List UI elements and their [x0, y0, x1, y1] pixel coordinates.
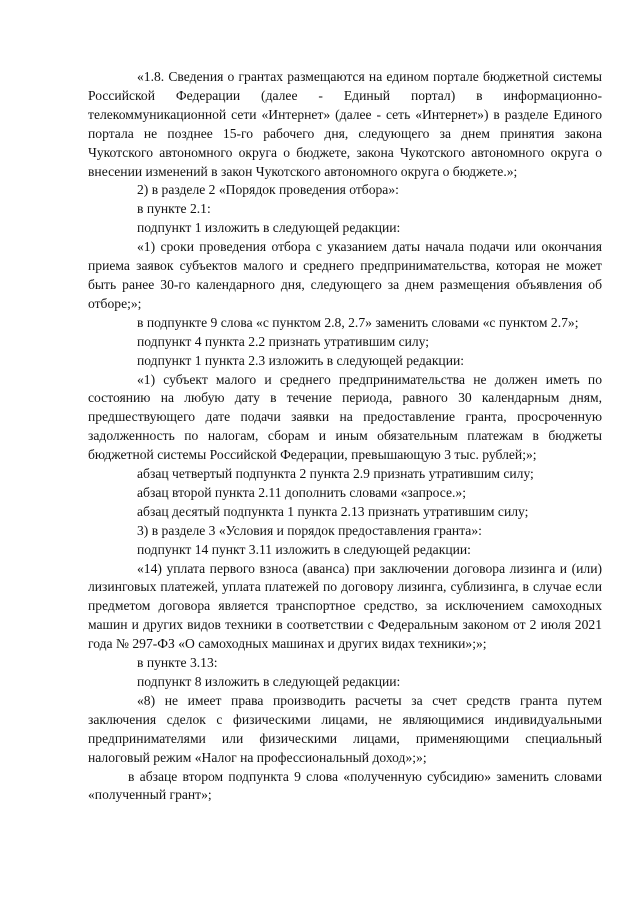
paragraph-1-8: «1.8. Сведения о грантах размещаются на едином портале бюджетной системы Российской Федерации (далее - Единый портал) в информационно-телекоммуникационной сети «Интернет» (далее - сеть «Интернет») в разделе Единого портала не позднее 15-го рабочего дня, следующего за днем принятия закона Чукотского автономного округа о бюджете, закона Чукотского автономного округа о внесении изменений в закон Чукотского автономного округа о бюджете.»;	[88, 69, 602, 179]
paragraph-subpoint-8-intro: подпункт 8 изложить в следующей редакции:	[137, 674, 401, 689]
paragraph-subpoint-9: в подпункте 9 слова «с пунктом 2.8, 2.7» заменить словами «с пунктом 2.7»;	[137, 314, 579, 330]
paragraph-point-2-3-text: «1) субъект малого и среднего предпринимательства не должен иметь по состоянию на любую дату в течение периода, равного 30 календарным дням, предшествующего дате подачи заявки на предоставление гранта, просроченную задолженность по налогам, сборам и иным обязательным платежам в бюджеты бюджетной системы Российской Федерации, превышающую 3 тыс. рублей;»;	[88, 371, 602, 463]
paragraph-point-2-1: в пункте 2.1:	[137, 201, 211, 217]
paragraph-point-2-11: абзац второй пункта 2.11 дополнить словами «запросе.»;	[137, 484, 466, 500]
paragraph-subpoint-9-grant: в абзаце втором подпункта 9 слова «полученную субсидию» заменить словами «полученный грант»;	[88, 768, 602, 803]
paragraph-section-2: 2) в разделе 2 «Порядок проведения отбора»:	[137, 182, 399, 198]
paragraph-subpoint-8-text: «8) не имеет права производить расчеты за счет средств гранта путем заключения сделок с физическими лицами, не являющимися индивидуальными предпринимателями или физическими лицами, применяющими специальный налоговый режим «Налог на профессиональный доход»;»;	[88, 692, 602, 765]
paragraph-subpoint-1-intro: подпункт 1 изложить в следующей редакции:	[137, 220, 401, 236]
document-page	[88, 68, 602, 805]
paragraph-point-3-13: в пункте 3.13:	[137, 655, 218, 671]
paragraph-point-3-11-intro: подпункт 14 пункт 3.11 изложить в следующей редакции:	[137, 541, 471, 557]
paragraph-point-2-3-intro: подпункт 1 пункта 2.3 изложить в следующей редакции:	[137, 352, 465, 368]
paragraph-point-2-9: абзац четвертый подпункта 2 пункта 2.9 признать утратившим силу;	[137, 466, 534, 482]
paragraph-subpoint-1-text: «1) сроки проведения отбора с указанием даты начала подачи или окончания приема заявок субъектов малого и среднего предпринимательства, которая не может быть ранее 30-го календарного дня, следующего за днем размещения объявления об отборе;»;	[88, 239, 602, 311]
paragraph-point-2-13: абзац десятый подпункта 1 пункта 2.13 признать утратившим силу;	[137, 503, 529, 519]
paragraph-point-2-2: подпункт 4 пункта 2.2 признать утратившим силу;	[137, 333, 430, 349]
paragraph-point-3-11-text: «14) уплата первого взноса (аванса) при заключении договора лизинга и (или) лизинговых платежей, уплата платежей по договору лизинга, сублизинга, в случае если предметом договора является транспортное средство, за исключением самоходных машин и других видов техники в соответствии с Федеральным законом от 2 июля 2021 года № 297-ФЗ «О самоходных машинах и других видах техники»;»;	[88, 560, 602, 652]
paragraph-section-3: 3) в разделе 3 «Условия и порядок предоставления гранта»:	[137, 522, 482, 538]
